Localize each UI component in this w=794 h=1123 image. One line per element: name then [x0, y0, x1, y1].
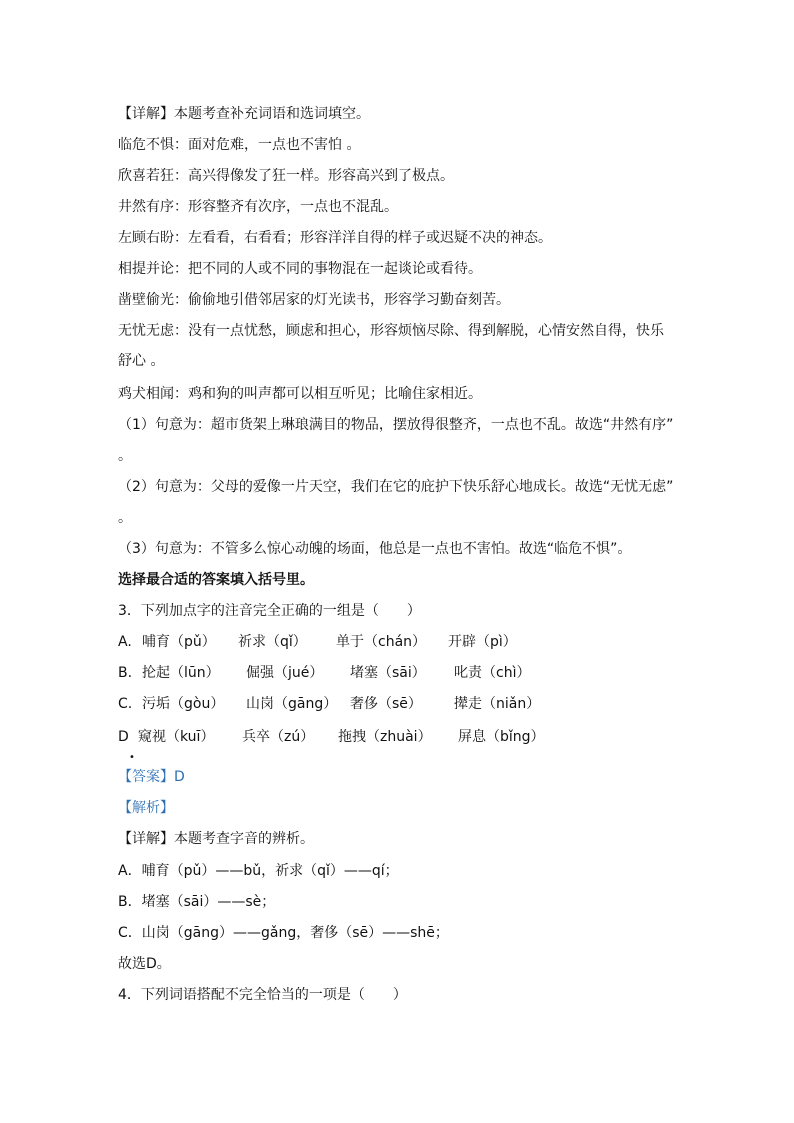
detail-line: A．哺育（pǔ）——bǔ，祈求（qǐ）——qí； [118, 863, 399, 879]
sentence-line: （1）句意为：超市货架上琳琅满目的物品，摆放得很整齐，一点也不乱。故选“井然有序” [118, 417, 674, 433]
analysis-label: 【解析】 [118, 800, 174, 816]
answer-label: 【答案】D [118, 769, 185, 785]
option-item: 堵塞（sāi） [350, 665, 426, 681]
option-c-row [118, 694, 678, 714]
sentence-line: （2）句意为：父母的爱像一片天空，我们在它的庇护下快乐舒心地成长。故选“无忧无虑” [118, 479, 674, 495]
detail-line: 故选D。 [118, 956, 171, 972]
option-item: 叱责（chì） [454, 665, 531, 681]
option-item: 拖拽（zhuài） [338, 729, 432, 745]
option-label: D [118, 729, 129, 745]
definition-line: 左顾右盼：左看看，右看看；形容洋洋自得的样子或迟疑不决的神态。 [118, 230, 552, 246]
option-item: 窥视（kuī） [138, 729, 215, 745]
option-item: 抡起（lūn） [142, 665, 220, 681]
option-b-row [118, 663, 678, 683]
option-item: 祈求（qǐ） [238, 634, 307, 650]
emphasis-dot: • [129, 752, 135, 763]
sentence-line: 。 [118, 510, 132, 526]
definition-line: 鸡犬相闻：鸡和狗的叫声都可以相互听见；比喻住家相近。 [118, 386, 482, 402]
definition-line: 欣喜若狂：高兴得像发了狂一样。形容高兴到了极点。 [118, 168, 454, 184]
option-d-row [118, 727, 678, 747]
instruction-heading: 选择最合适的答案填入括号里。 [118, 572, 314, 588]
option-item: 山岗（gāng） [246, 696, 338, 712]
option-item: 哺育（pǔ） [142, 634, 216, 650]
option-label: A. [118, 634, 132, 650]
question4-stem: 4．下列词语搭配不完全恰当的一项是（ ） [118, 987, 407, 1003]
definition-line: 井然有序：形容整齐有次序，一点也不混乱。 [118, 199, 398, 215]
definition-line: 凿壁偷光：偷偷地引借邻居家的灯光读书，形容学习勤奋刻苦。 [118, 292, 510, 308]
definition-line: 临危不惧：面对危难，一点也不害怕 。 [118, 137, 361, 153]
definition-line: 无忧无虑：没有一点忧愁，顾虑和担心，形容烦恼尽除、得到解脱，心情安然自得，快乐 [118, 323, 664, 339]
definition-line: 舒心 。 [118, 353, 165, 369]
sentence-line: 。 [118, 448, 132, 464]
detail-heading: 【详解】本题考查补充词语和选词填空。 [118, 106, 370, 122]
option-label: B. [118, 665, 133, 681]
option-item: 兵卒（zú） [242, 729, 315, 745]
option-item: 开辟（pì） [448, 634, 517, 650]
definition-line: 相提并论：把不同的人或不同的事物混在一起谈论或看待。 [118, 261, 482, 277]
detail-line: C．山岗（gāng）——gǎng，奢侈（sē）——shē； [118, 925, 449, 941]
detail-line: B．堵塞（sāi）——sè； [118, 894, 276, 910]
option-item: 奢侈（sē） [350, 696, 422, 712]
question3-stem: 3．下列加点字的注音完全正确的一组是（ ） [118, 603, 421, 619]
option-label: C. [118, 696, 133, 712]
sentence-line: （3）句意为：不管多么惊心动魄的场面，他总是一点也不害怕。故选“临危不惧”。 [118, 541, 632, 557]
option-item: 单于（chán） [336, 634, 427, 650]
option-item: 撵走（niǎn） [454, 696, 541, 712]
detail-heading: 【详解】本题考查字音的辨析。 [118, 831, 314, 847]
option-a-row [118, 632, 678, 652]
option-item: 屏息（bǐng） [458, 729, 545, 745]
option-item: 污垢（gòu） [142, 696, 225, 712]
option-item: 倔强（jué） [246, 665, 324, 681]
